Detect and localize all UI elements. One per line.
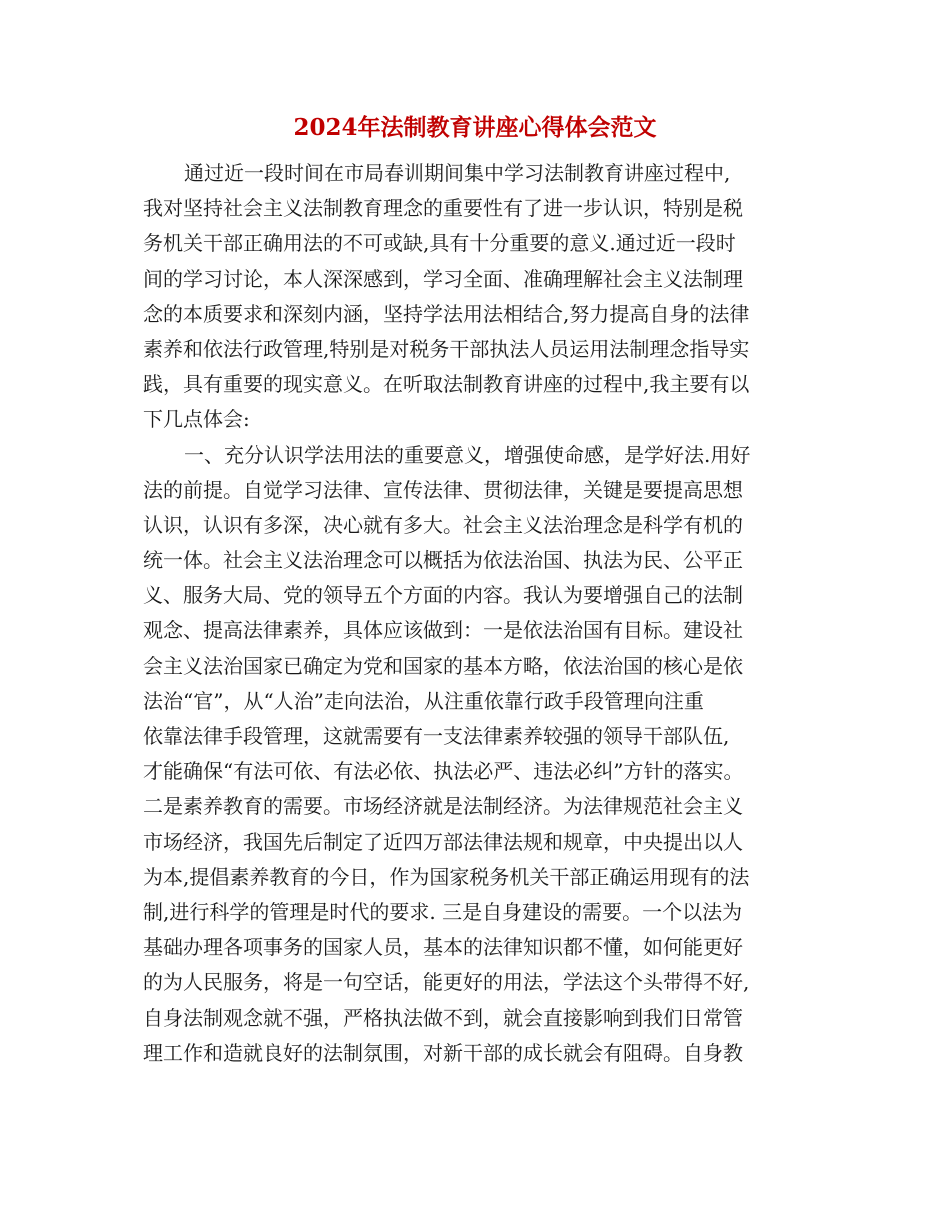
paragraph-line: 的为人民服务，将是一句空话，能更好的用法，学法这个头带得不好,: [143, 970, 750, 995]
paragraph-line: 统一体。社会主义法治理念可以概括为依法治国、执法为民、公平正: [143, 548, 743, 573]
paragraph-line: 制,进行科学的管理是时代的要求. 三是自身建设的需要。一个以法为: [143, 899, 743, 924]
paragraph-line: 下几点体会:: [143, 407, 250, 432]
paragraph-line: 间的学习讨论，本人深深感到，学习全面、准确理解社会主义法制理: [143, 266, 743, 291]
paragraph-line: 观念、提高法律素养，具体应该做到：一是依法治国有目标。建设社: [143, 618, 743, 643]
paragraph-line: 二是素养教育的需要。市场经济就是法制经济。为法律规范社会主义: [143, 794, 743, 819]
paragraph-line: 依靠法律手段管理，这就需要有一支法律素养较强的领导干部队伍,: [143, 724, 730, 748]
paragraph-line: 法的前提。自觉学习法律、宣传法律、贯彻法律，关键是要提高思想: [143, 477, 743, 502]
paragraph-line: 一、充分认识学法用法的重要意义，增强使命感，是学好法.用好: [184, 442, 751, 467]
paragraph-line: 我对坚持社会主义法制教育理念的重要性有了进一步认识，特别是税: [143, 196, 743, 221]
paragraph-line: 会主义法治国家已确定为党和国家的基本方略，依法治国的核心是依: [143, 653, 743, 678]
paragraph-line: 自身法制观念就不强，严格执法做不到，就会直接影响到我们日常管: [143, 1005, 743, 1030]
document-title: 2024年法制教育讲座心得体会范文: [293, 114, 657, 141]
paragraph-line: 通过近一段时间在市局春训期间集中学习法制教育讲座过程中,: [184, 161, 731, 185]
paragraph-line: 素养和依法行政管理,特别是对税务干部执法人员运用法制理念指导实: [143, 336, 750, 361]
paragraph-line: 法治“官”，从“人治”走向法治，从注重依靠行政手段管理向注重: [143, 688, 704, 713]
paragraph-line: 市场经济，我国先后制定了近四万部法律法规和规章，中央提出以人: [143, 829, 743, 854]
paragraph-line: 务机关干部正确用法的不可或缺,具有十分重要的意义.通过近一段时: [143, 231, 736, 256]
paragraph-line: 理工作和造就良好的法制氛围，对新干部的成长就会有阻碍。自身教: [143, 1040, 743, 1065]
document-body: [143, 156, 803, 1071]
paragraph-line: 基础办理各项事务的国家人员，基本的法律知识都不懂，如何能更好: [143, 935, 743, 960]
paragraph-line: 念的本质要求和深刻内涵，坚持学法用法相结合,努力提高自身的法律: [143, 301, 750, 326]
paragraph-line: 才能确保“有法可依、有法必依、执法必严、违法必纠”方针的落实。: [143, 759, 744, 784]
paragraph-line: 义、服务大局、党的领导五个方面的内容。我认为要增强自己的法制: [143, 583, 743, 608]
paragraph-line: 认识，认识有多深，决心就有多大。社会主义法治理念是科学有机的: [143, 512, 743, 537]
paragraph-line: 为本,提倡素养教育的今日，作为国家税务机关干部正确运用现有的法: [143, 864, 750, 889]
paragraph-line: 践，具有重要的现实意义。在听取法制教育讲座的过程中,我主要有以: [143, 372, 750, 397]
